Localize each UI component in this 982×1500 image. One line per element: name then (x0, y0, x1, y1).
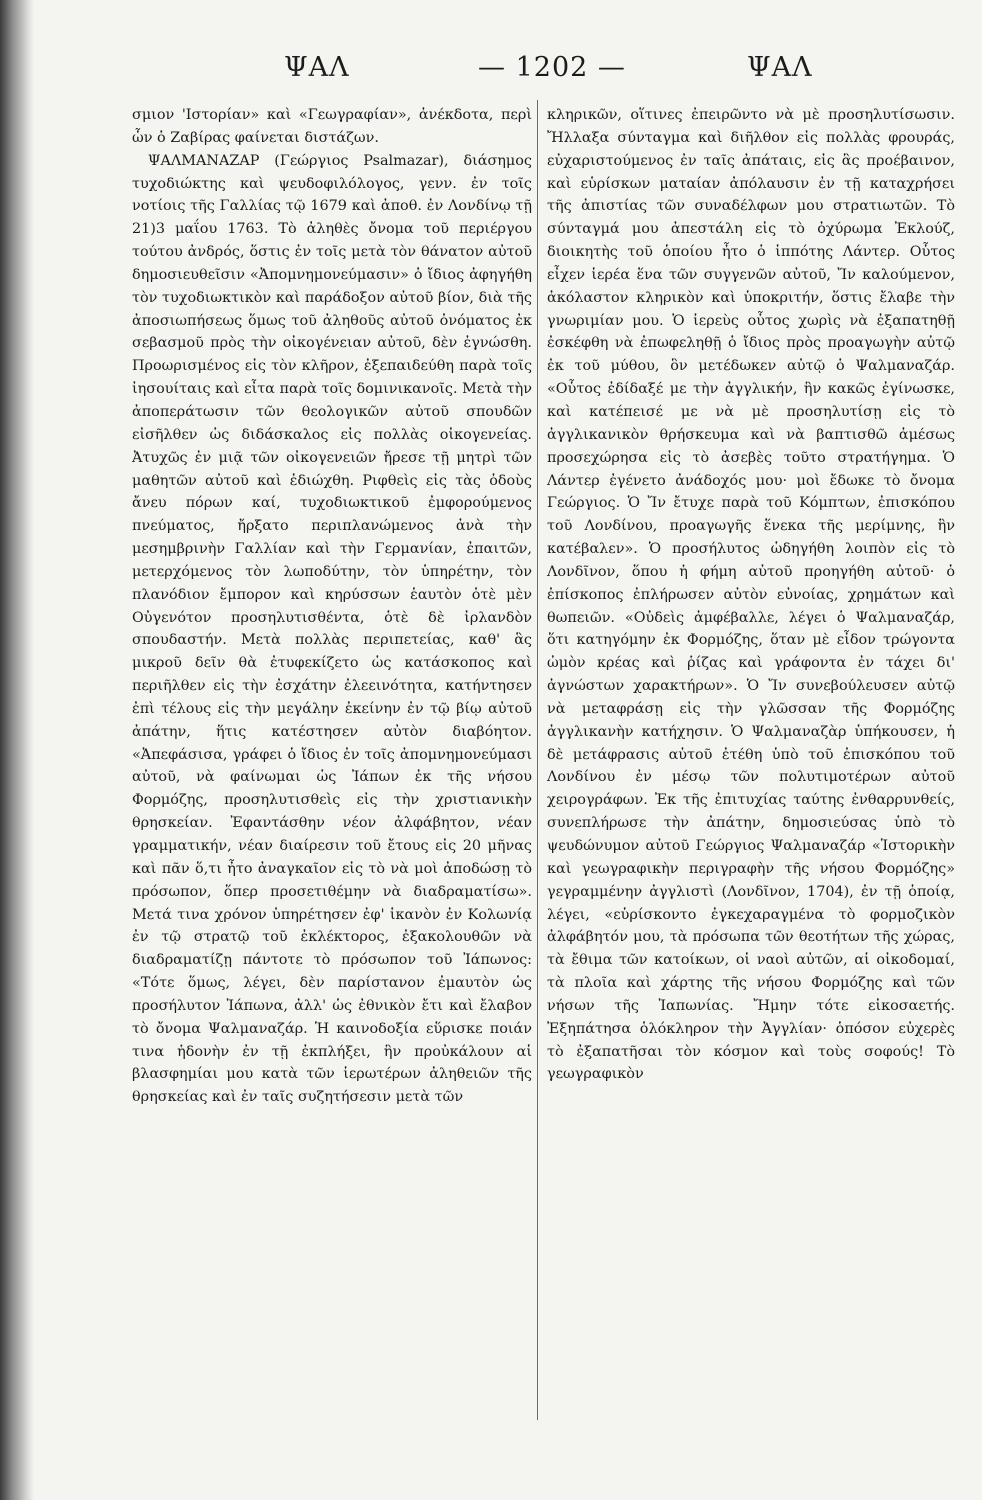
column-divider (537, 100, 538, 1420)
right-paragraph-1: κληρικῶν, οἵτινες ἐπειρῶντο νὰ μὲ προσηλυτίσωσιν. Ἤλλαξα σύνταγμα καὶ διῆλθον εἰς πολλὰς φρουράς, εὐχαριστούμενος ἐν ταῖς ἀπάταις, εἰς ἃς προέβαινον, καὶ εὑρίσκων ματαίαν ἀπόλαυσιν ἐν τῇ καταχρήσει τῆς ἀπιστίας τῶν συναδέλφων μου στρατιωτῶν. Τὸ σύνταγμά μου ἀπεστάλη εἰς τὸ ὀχύρωμα Ἐκλούζ, διοικητὴς τοῦ ὁποίου ἦτο ὁ ἱππότης Λάντερ. Οὗτος εἶχεν ἱερέα ἕνα τῶν συγγενῶν αὐτοῦ, Ἴν καλούμενον, ἀκόλαστον κληρικὸν καὶ ὑποκριτήν, ὅστις ἔλαβε τὴν γνωριμίαν μου. Ὁ ἱερεὺς οὗτος χωρὶς νὰ ἐξαπατηθῇ ἐσκέφθη νὰ ἐπωφεληθῇ ὁ ἴδιος πρὸς προαγωγὴν αὐτῷ ἐκ τοῦ μύθου, ὃν μετέδωκεν αὐτῷ ὁ Ψαλμαναζάρ. «Οὗτος ἐδίδαξέ με τὴν ἀγγλικήν, ἣν κακῶς ἐγίνωσκε, καὶ κατέπεισέ με νὰ μὲ προσηλυτίσῃ εἰς τὸ ἀγγλικανικὸν θρήσκευμα καὶ νὰ βαπτισθῶ ἀμέσως προσεχώρησα εἰς τὸ ἀσεβὲς τοῦτο στρατήγημα. Ὁ Λάντερ ἐγένετο ἀνάδοχός μου· μοὶ ἔδωκε τὸ ὄνομα Γεώργιος. Ὁ Ἴν ἔτυχε παρὰ τοῦ Κόμπτων, ἐπισκόπου τοῦ Λονδίνου, προαγωγῆς ἕνεκα τῆς μερίμνης, ἣν κατέβαλεν». Ὁ προσήλυτος ὡδηγήθη λοιπὸν εἰς τὸ Λονδῖνον, ὅπου ἡ φήμη αὐτοῦ προηγήθη αὐτοῦ· ὁ ἐπίσκοπος ἐπλήρωσεν αὐτὸν εὐνοίας, χρημάτων καὶ θωπειῶν. «Οὐδεὶς ἀμφέβαλλε, λέγει ὁ Ψαλμαναζάρ, ὅτι κατηγόμην ἐκ Φορμόζης, ὅταν μὲ εἶδον τρώγοντα ὠμὸν κρέας καὶ ῥίζας καὶ γράφοντα ἐν τάχει δι' ἀγνώστων χαρακτήρων». Ὁ Ἴν συνεβούλευσεν αὐτῷ νὰ μεταφράσῃ εἰς τὴν γλῶσσαν τῆς Φορμόζης ἀγγλικανὴν κατήχησιν. Ὁ Ψαλμαναζὰρ ὑπήκουσεν, ἡ δὲ μετάφρασις αὐτοῦ ἐτέθη ὑπὸ τοῦ ἐπισκόπου τοῦ Λονδίνου ἐν μέσῳ τῶν πολυτιμοτέρων αὐτοῦ χειρογράφων. Ἐκ τῆς ἐπιτυχίας ταύτης ἐνθαρρυνθείς, συνεπλήρωσε τὴν ἀπάτην, δημοσιεύσας ὑπὸ τὸ ψευδώνυμον αὐτοῦ Γεώργιος Ψαλμαναζάρ «Ἱστορικὴν καὶ γεωγραφικὴν περιγραφὴν τῆς νήσου Φορμόζης» γεγραμμένην ἀγγλιστὶ (Λονδῖνον, 1704), ἐν τῇ ὁποίᾳ, λέγει, «εὑρίσκοντο ἐγκεχαραγμένα τὸ φορμοζικὸν ἀλφάβητόν μου, τὰ πρόσωπα τῶν θεοτήτων τῆς χώρας, τὰ ἔθιμα τῶν κατοίκων, οἱ ναοὶ αὐτῶν, αἱ οἰκοδομαί, τὰ πλοῖα καὶ χάρτης τῆς νήσου Φορμόζης καὶ τῶν νήσων τῆς Ἰαπωνίας. Ἤμην τότε εἰκοσαετής. Ἐξηπάτησα ὁλόκληρον τὴν Ἀγγλίαν· ὁπόσον εὐχερὲς τὸ ἐξαπατῆσαι τὸν κόσμον καὶ τοὺς σοφούς! Τὸ γεωγραφικὸν (547, 107, 955, 1083)
right-column (547, 104, 955, 1086)
left-paragraph-1: σμιον 'Ιστορίαν» καὶ «Γεωγραφίαν», ἀνέκδοτα, περὶ ὧν ὁ Ζαβίρας φαίνεται διστάζων. (132, 107, 532, 146)
page-header (0, 52, 982, 92)
left-paragraph-psalmanazar-entry: ΨΑΛΜΑΝΑΖΑΡ (Γεώργιος Psalmazar), διάσημος τυχοδιώκτης καὶ ψευδοφιλόλογος, γενν. ἐν τοῖς νοτίοις τῆς Γαλλίας τῷ 1679 καὶ ἀποθ. ἐν Λονδίνῳ τῇ 21)3 μαΐου 1763. Τὸ ἀληθὲς ὄνομα τοῦ περιέργου τούτου ἀνδρός, ὅστις ἐν τοῖς μετὰ τὸν θάνατον αὐτοῦ δημοσιευθεῖσιν «Ἀπομνημονεύμασιν» ὁ ἴδιος ἀφηγήθη τὸν τυχοδιωκτικὸν καὶ παράδοξον αὐτοῦ βίον, διὰ τῆς ἀποσιωπήσεως ὅμως τοῦ ἀληθοῦς αὐτοῦ ὀνόματος ἐκ σεβασμοῦ πρὸς τὴν οἰκογένειαν αὐτοῦ, δὲν ἐγνώσθη. Προωρισμένος εἰς τὸν κλῆρον, ἐξεπαιδεύθη παρὰ τοῖς ἰησουίταις καὶ εἶτα παρὰ τοῖς δομινικανοῖς. Μετὰ τὴν ἀποπεράτωσιν τῶν θεολογικῶν αὐτοῦ σπουδῶν εἰσῆλθεν ὡς διδάσκαλος εἰς πολλὰς οἰκογενείας. Ἀτυχῶς ἐν μιᾷ τῶν οἰκογενειῶν ἤρεσε τῇ μητρὶ τῶν μαθητῶν αὐτοῦ καὶ ἐδιώχθη. Ριφθεὶς εἰς τὰς ὁδοὺς ἄνευ πόρων καί, τυχοδιωκτικοῦ ἐμφορούμενος πνεύματος, ἤρξατο περιπλανώμενος ἀνὰ τὴν μεσημβρινὴν Γαλλίαν καὶ τὴν Γερμανίαν, ἐπαιτῶν, μετερχόμενος τὸν λωποδύτην, τὸν ὑπηρέτην, τὸν πλανόδιον ἔμπορον καὶ κηρύσσων ἑαυτὸν ὁτὲ μὲν Οὐγενότον προσηλυτισθέντα, ὁτὲ δὲ ἰρλανδὸν σπουδαστήν. Μετὰ πολλὰς περιπετείας, καθ' ἃς μικροῦ δεῖν θὰ ἐτυφεκίζετο ὡς κατάσκοπος καὶ περιῆλθεν εἰς τὴν ἐσχάτην ἐλεεινότητα, κατήντησεν ἐπὶ τέλους εἰς τὴν μεγάλην ἐκείνην ἐν τῷ βίῳ αὐτοῦ ἀπάτην, ἥτις κατέστησεν αὐτὸν διαβόητον. «Ἀπεφάσισα, γράφει ὁ ἴδιος ἐν τοῖς ἀπομνημονεύμασι αὐτοῦ, νὰ φαίνωμαι ὡς Ἰάπων ἐκ τῆς νήσου Φορμόζης, προσηλυτισθεὶς εἰς τὴν χριστιανικὴν θρησκείαν. Ἐφαντάσθην νέον ἀλφάβητον, νέαν γραμματικήν, νέαν διαίρεσιν τοῦ ἔτους εἰς 20 μῆνας καὶ πᾶν ὅ,τι ἦτο ἀναγκαῖον εἰς τὸ νὰ μοὶ ἀποδώσῃ τὸ πρόσωπον, ὅπερ προσετιθέμην νὰ διαδραματίσω». Μετά τινα χρόνον ὑπηρέτησεν ἐφ' ἱκανὸν ἐν Κολωνίᾳ ἐν τῷ στρατῷ τοῦ ἐκλέκτορος, ἐξακολουθῶν νὰ διαδραματίζῃ πάντοτε τὸ πρόσωπον τοῦ Ἰάπωνος: «Τότε ὅμως, λέγει, δὲν παρίστανον ἐμαυτὸν ὡς προσήλυτον Ἰάπωνα, ἀλλ' ὡς ἐθνικὸν ἔτι καὶ ἔλαβον τὸ ὄνομα Ψαλμαναζάρ. Ἡ καινοδοξία εὕρισκε ποιάν τινα ἡδονὴν ἐν τῇ ἐκπλήξει, ἣν προὐκάλουν αἱ βλασφημίαι μου κατὰ τῶν ἱερωτέρων ἀληθειῶν τῆς θρησκείας καὶ ἐν ταῖς συζητήσεσιν μετὰ τῶν (132, 152, 532, 1106)
book-gutter-shadow (0, 0, 34, 1500)
header-left-guide-word: ΨΑΛ (284, 52, 350, 83)
page-number: — 1202 — (478, 52, 626, 83)
left-column (132, 104, 532, 1109)
header-right-guide-word: ΨΑΛ (747, 52, 813, 83)
